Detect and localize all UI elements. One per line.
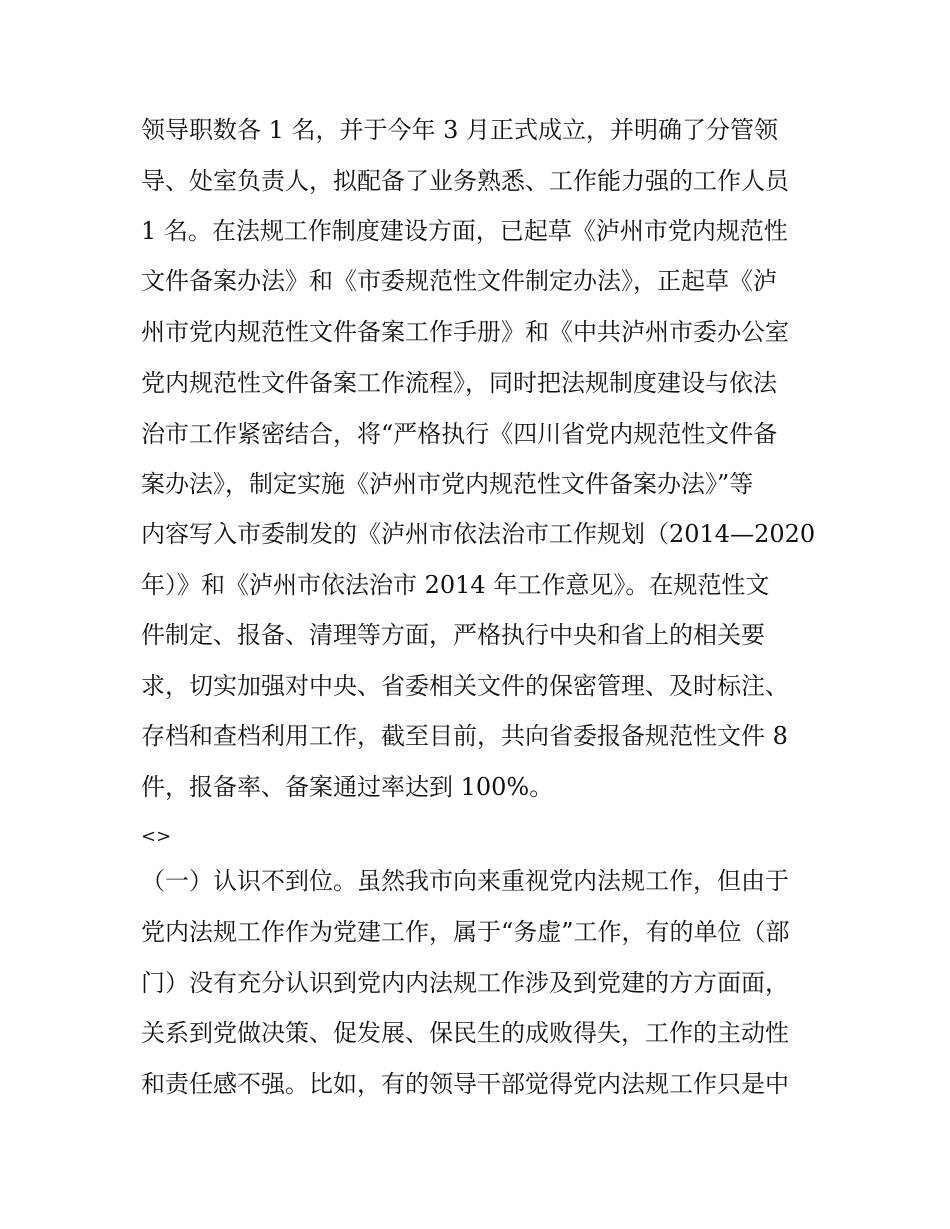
text-line: 门）没有充分认识到党内内法规工作涉及到党建的方方面面，: [141, 969, 789, 997]
text-line: 件，报备率、备案通过率达到 100%。: [141, 773, 554, 801]
text-line: 1 名。在法规工作制度建设方面，已起草《泸州市党内规范性: [141, 217, 788, 245]
text-line: 文件备案办法》和《市委规范性文件制定办法》，正起草《泸: [141, 267, 777, 295]
text-line: 求，切实加强对中央、省委相关文件的保密管理、及时标注、: [141, 672, 789, 700]
text-line: 领导职数各 1 名，并于今年 3 月正式成立，并明确了分管领: [141, 116, 779, 144]
text-line: 党内规范性文件备案工作流程》，同时把法规制度建设与依法: [141, 369, 777, 397]
text-line: 导、处室负责人，拟配备了业务熟悉、工作能力强的工作人员: [141, 167, 789, 195]
text-line: （一）认识不到位。虽然我市向来重视党内法规工作，但由于: [141, 867, 789, 895]
text-line: 治市工作紧密结合，将“严格执行《四川省党内规范性文件备: [141, 420, 778, 448]
text-line: 件制定、报备、清理等方面，严格执行中央和省上的相关要: [141, 621, 765, 649]
text-line: 和责任感不强。比如，有的领导干部觉得党内法规工作只是中: [141, 1070, 789, 1098]
text-line: 关系到党做决策、促发展、保民生的成败得失，工作的主动性: [141, 1019, 789, 1047]
section-marker: <>: [141, 826, 172, 847]
text-line: 内容写入市委制发的《泸州市依法治市工作规划（2014—2020: [141, 520, 816, 548]
text-line: 存档和查档利用工作，截至目前，共向省委报备规范性文件 8: [141, 722, 788, 750]
text-line: 年）》和《泸州市依法治市 2014 年工作意见》。在规范性文: [141, 571, 770, 599]
text-line: 案办法》，制定实施《泸州市党内规范性文件备案办法》”等: [141, 470, 754, 498]
text-line: 党内法规工作作为党建工作，属于“务虚”工作，有的单位（部: [141, 918, 790, 946]
text-line: 州市党内规范性文件备案工作手册》和《中共泸州市委办公室: [141, 318, 789, 346]
